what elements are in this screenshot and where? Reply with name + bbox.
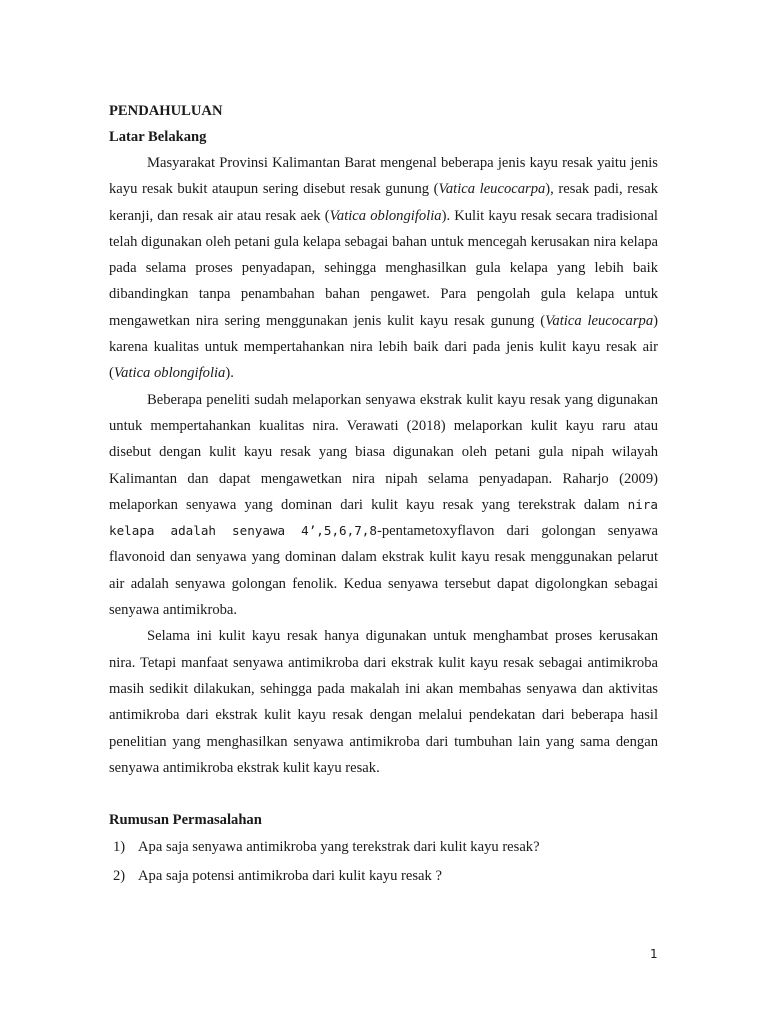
page-number: 1 bbox=[650, 947, 658, 961]
spacer bbox=[109, 781, 658, 807]
list-item-text: Apa saja potensi antimikroba dari kulit kayu resak ? bbox=[138, 868, 442, 885]
paragraph-1-text-4: ) karena kualitas untuk mempertahankan nira lebih baik dari pada jenis kulit kayu resak air ( bbox=[109, 312, 659, 382]
list-item bbox=[109, 833, 658, 862]
paragraph-1-text-5: ). bbox=[225, 365, 234, 382]
paragraph-2 bbox=[109, 387, 658, 624]
document-body bbox=[109, 98, 658, 891]
paragraph-1-text-3: ). Kulit kayu resak secara tradisional telah digunakan oleh petani gula kelapa sebagai bahan untuk mencegah kerusakan nira kelapa pada selama proses penyadapan, sehingga menghasilkan gula kelapa yang lebih baik dibandingkan tanpa penambahan bahan pengawet. Para pengolah gula kelapa untuk mengawetkan nira sering menggunakan jenis kulit kayu resak gunung ( bbox=[109, 207, 658, 329]
subsection-title: Latar Belakang bbox=[109, 129, 207, 145]
paragraph-3: Selama ini kulit kayu resak hanya digunakan untuk menghambat proses kerusakan nira. Tetapi manfaat senyawa antimikroba dari ekstrak kulit kayu resak sebagai antimikroba masih sedikit dilakukan, sehingga pada makalah ini akan membahas senyawa dan aktivitas antimikroba dari ekstrak kulit kayu resak dengan melalui pendekatan dari beberapa hasil penelitian yang menghasilkan senyawa antimikroba dari tumbuhan lain yang sama dengan senyawa antimikroba ekstrak kulit kayu resak. bbox=[109, 628, 658, 776]
paragraph-2-text-1: Beberapa peneliti sudah melaporkan senyawa ekstrak kulit kayu resak yang digunakan untuk mempertahankan kualitas nira. Verawati (2018) melaporkan kulit kayu raru atau disebut dengan kulit kayu resak yang biasa digunakan oleh petani gula nipah wilayah Kalimantan dan dapat mengawetkan nira nipah selama penyadapan. Raharjo (2009) melaporkan senyawa yang dominan dari kulit kayu resak yang terekstrak dalam bbox=[109, 391, 658, 513]
list-item bbox=[109, 862, 658, 891]
species-name: Vatica leucocarpa bbox=[438, 181, 546, 198]
species-name: Vatica oblongifolia bbox=[113, 365, 226, 382]
paragraph-1-text-1: Masyarakat Provinsi Kalimantan Barat mengenal beberapa jenis kayu resak yaitu jenis kayu resak bukit ataupun sering disebut resak gunung ( bbox=[109, 155, 658, 198]
paragraph-1-text-2: ), resak padi, resak keranji, dan resak air atau resak aek ( bbox=[109, 181, 659, 224]
problem-title: Rumusan Permasalahan bbox=[109, 812, 262, 829]
species-name: Vatica leucocarpa bbox=[545, 312, 654, 329]
species-name: Vatica oblongifolia bbox=[329, 207, 442, 224]
section-title: PENDAHULUAN bbox=[109, 103, 223, 119]
list-item-number: 1) bbox=[113, 839, 126, 856]
list-item-text: Apa saja senyawa antimikroba yang terekstrak dari kulit kayu resak? bbox=[138, 839, 540, 856]
compound-name: nira kelapa adalah senyawa 4’,5,6,7,8 bbox=[109, 496, 658, 539]
paragraph-1 bbox=[109, 150, 658, 387]
problem-list bbox=[109, 833, 658, 891]
list-item-number: 2) bbox=[113, 868, 126, 885]
paragraph-2-text-2: -pentametoxyflavon dari golongan senyawa flavonoid dan senyawa yang dominan dalam ekstrak kulit kayu resak menggunakan pelarut air adalah senyawa golongan fenolik. Kedua senyawa tersebut dapat digolongkan sebagai senyawa antimikroba. bbox=[109, 523, 658, 619]
